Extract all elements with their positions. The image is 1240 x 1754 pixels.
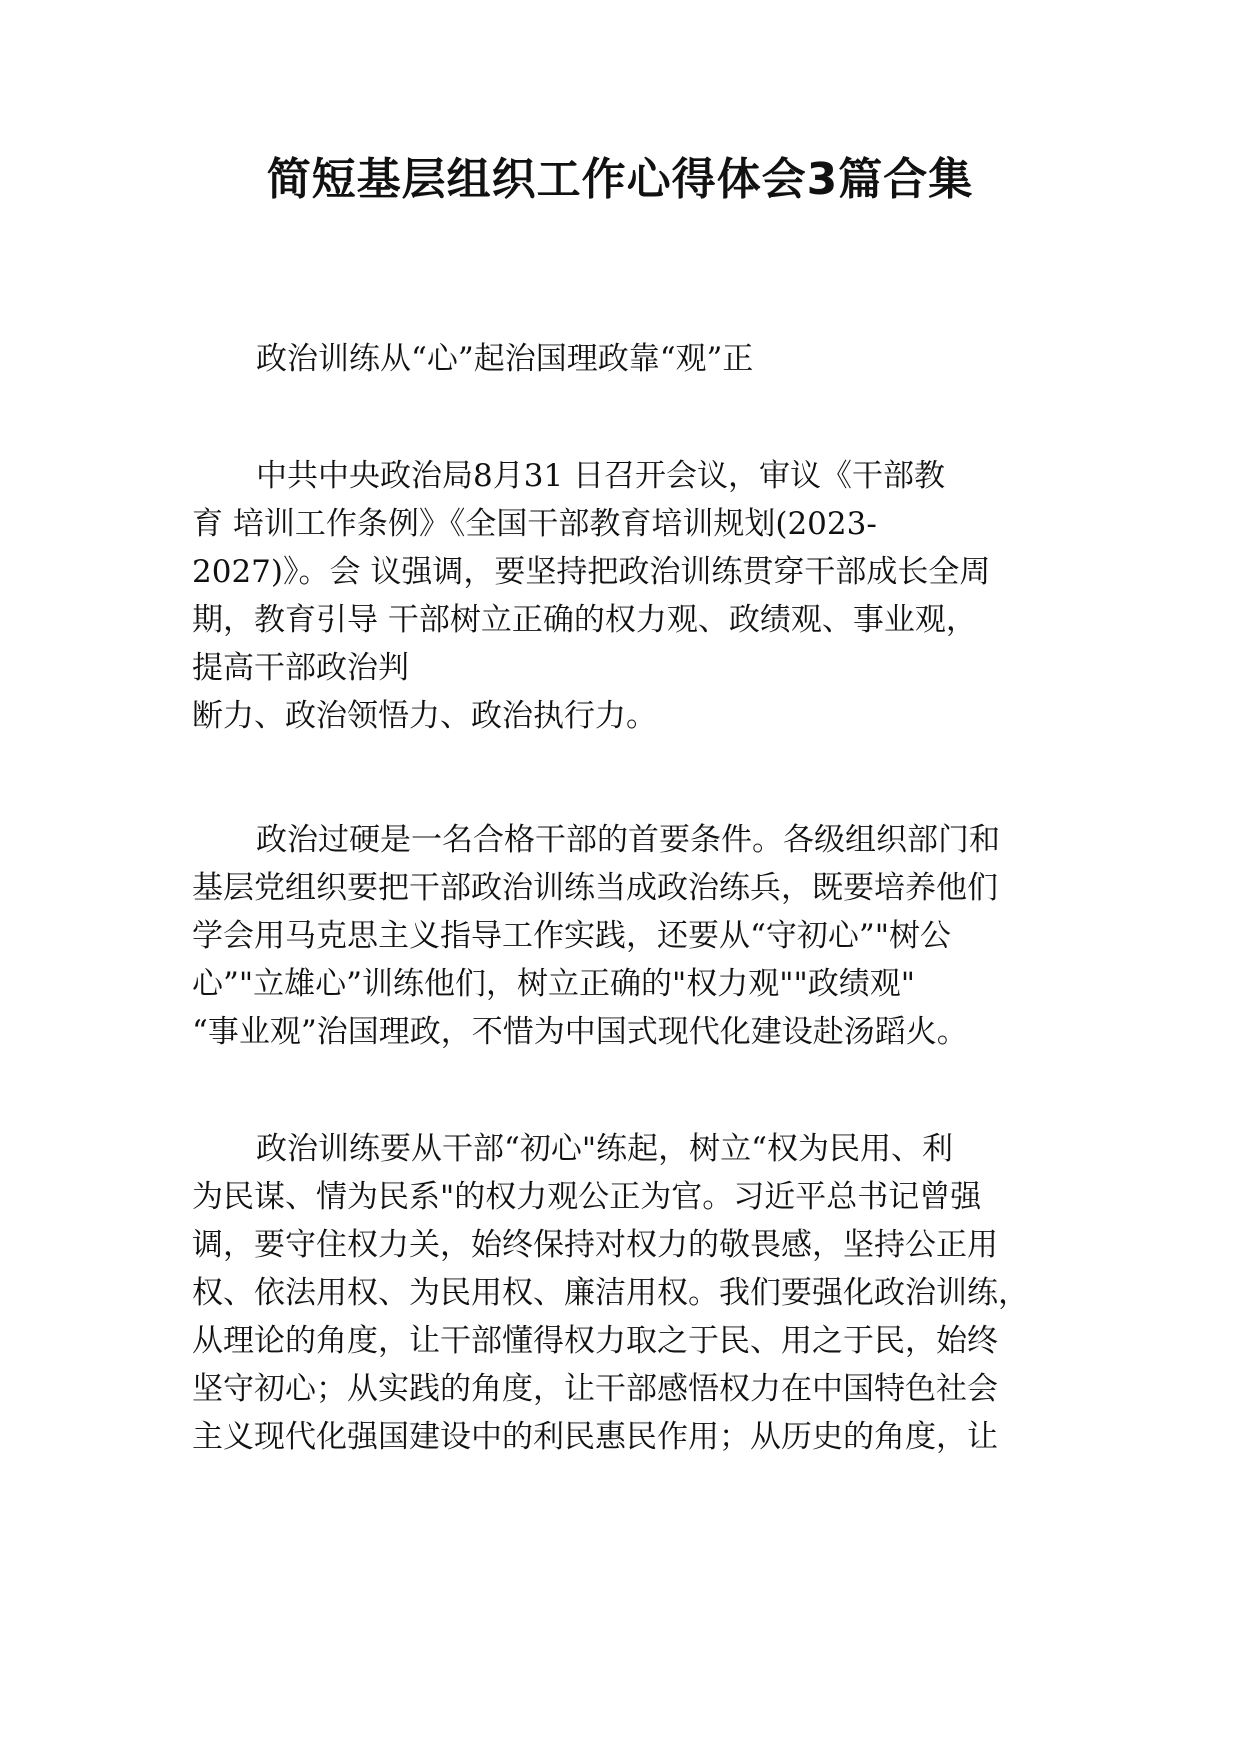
- paragraph-line: 期，教育引导 干部树立正确的权力观、政绩观、事业观，: [192, 602, 977, 638]
- paragraph-line: 权、依法用权、为民用权、廉洁用权。我们要强化政治训练，: [192, 1275, 1029, 1311]
- paragraph-line: 提高干部政治判: [192, 650, 409, 686]
- paragraph-1: [192, 452, 1052, 740]
- paragraph-line: 2027)》。会 议强调，要坚持把政治训练贯穿干部成长全周: [192, 554, 991, 590]
- paragraph-line: 基层党组织要把干部政治训练当成政治练兵，既要培养他们: [192, 870, 998, 906]
- paragraph-line: 中共中央政治局8月31 日召开会议，审议《干部教: [256, 458, 946, 494]
- paragraph-line: 为民谋、情为民系"的权力观公正为官。习近平总书记曾强: [192, 1179, 982, 1215]
- paragraph-line: 从理论的角度，让干部懂得权力取之于民、用之于民，始终: [192, 1323, 998, 1359]
- paragraph-line: 政治训练要从干部“初心"练起，树立“权为民用、利: [256, 1131, 953, 1167]
- paragraph-line: 育 培训工作条例》《全国干部教育培训规划(2023-: [192, 506, 877, 542]
- paragraph-line: 断力、政治领悟力、政治执行力。: [192, 698, 657, 734]
- paragraph-line: 调，要守住权力关，始终保持对权力的敬畏感，坚持公正用: [192, 1227, 998, 1263]
- paragraph-2: [192, 816, 1052, 1056]
- section-subheading: 政治训练从“心”起治国理政靠“观”正: [256, 341, 754, 377]
- paragraph-3: [192, 1125, 1052, 1461]
- paragraph-line: 政治过硬是一名合格干部的首要条件。各级组织部门和: [256, 822, 1000, 858]
- paragraph-line: 学会用马克思主义指导工作实践，还要从“守初心”"树公: [192, 918, 951, 954]
- document-title: 简短基层组织工作心得体会3篇合集: [266, 154, 974, 205]
- paragraph-line: 心”"立雄心”训练他们，树立正确的"权力观""政绩观": [192, 966, 915, 1002]
- paragraph-line: 坚守初心；从实践的角度，让干部感悟权力在中国特色社会: [192, 1371, 998, 1407]
- paragraph-line: “事业观”治国理政，不惜为中国式现代化建设赴汤蹈火。: [192, 1014, 968, 1050]
- paragraph-line: 主义现代化强国建设中的利民惠民作用；从历史的角度，让: [192, 1419, 998, 1455]
